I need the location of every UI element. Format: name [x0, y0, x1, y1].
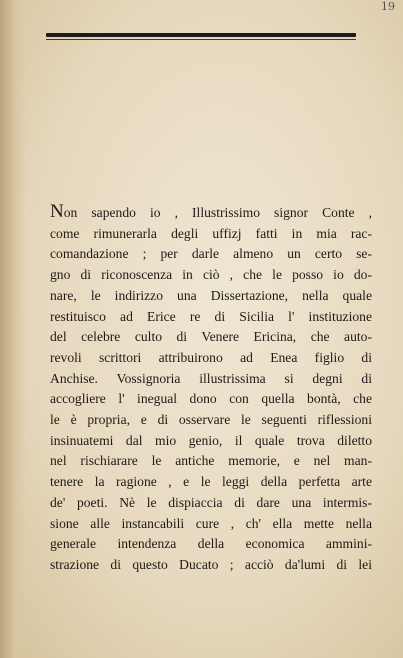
paragraph-line: Anchise. Vossignoria illustrissima si degni di: [50, 370, 372, 386]
paragraph-line: restituisco ad Erice re di Sicilia l' instituzione: [50, 308, 372, 324]
paragraph-line-1: Non sapendo io , Illustrissimo signor Conte ,: [50, 201, 372, 222]
gutter-shadow: [0, 0, 26, 658]
page-number: 19: [381, 0, 395, 13]
paragraph-line: come rimunerarla degli uffizj fatti in mia rac-: [50, 225, 372, 241]
paragraph-line: insinuatemi dal mio genio, il quale trova diletto: [50, 432, 372, 448]
paragraph-line: gno di riconoscenza in ciò , che le posso io do-: [50, 267, 372, 283]
paragraph-line: accogliere l' inegual dono con quella bontà, che: [50, 391, 372, 407]
paragraph-line: sione alle instancabili cure , ch' ella mette nella: [50, 515, 372, 531]
header-rule: [46, 33, 356, 37]
drop-cap: N: [50, 201, 64, 222]
paragraph-line: revoli scrittori attribuirono ad Enea figlio di: [50, 349, 372, 365]
header-rule-thin: [46, 39, 356, 40]
paragraph-line: generale intendenza della economica ammini-: [50, 536, 372, 552]
paragraph-line: nare, le indirizzo una Dissertazione, nella quale: [50, 287, 372, 303]
dedication-paragraph: [50, 203, 372, 576]
paragraph-line: tenere la ragione , e le leggi della perfetta arte: [50, 474, 372, 490]
paragraph-line: strazione di questo Ducato ; acciò da'lumi di lei: [50, 556, 372, 572]
paragraph-line: nel rischiarare le antiche memorie, e nel man-: [50, 453, 372, 469]
paragraph-line: del celebre culto di Venere Ericina, che auto-: [50, 329, 372, 345]
paragraph-line: de' poeti. Nè le dispiaccia di dare una intermis-: [50, 494, 372, 510]
paragraph-line: le è propria, e di osservare le seguenti riflessioni: [50, 412, 372, 428]
paragraph-line: comandazione ; per darle almeno un certo se-: [50, 246, 372, 262]
bleed-through-text: [95, 44, 400, 178]
